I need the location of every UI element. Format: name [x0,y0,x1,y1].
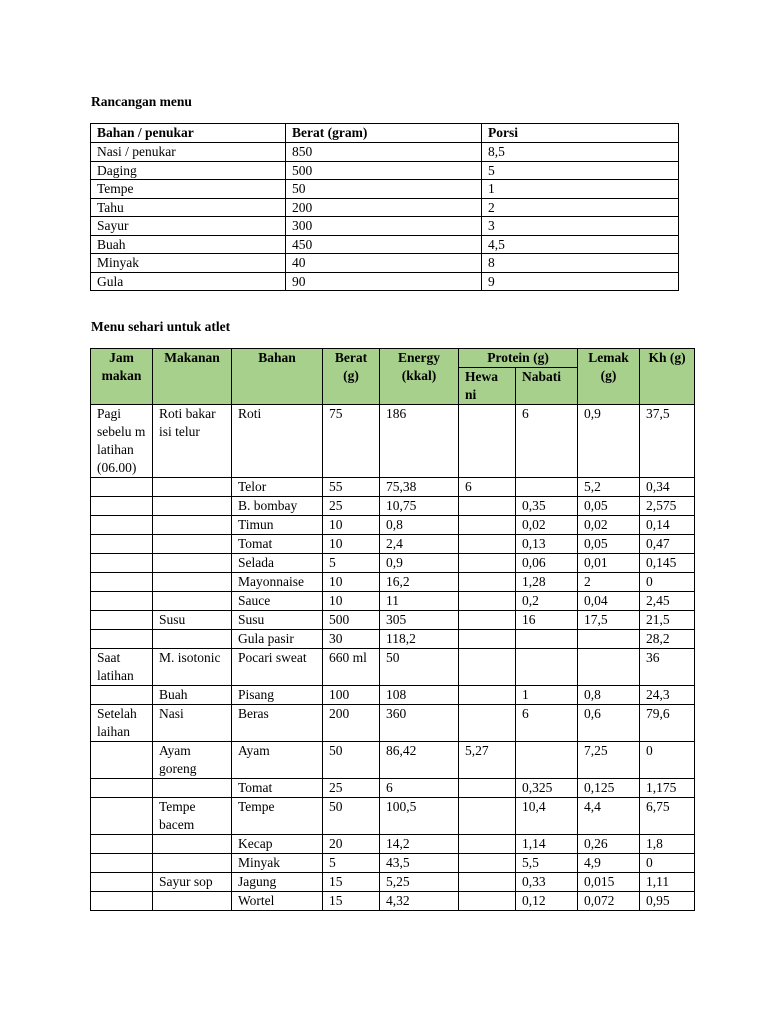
table-row [91,573,695,592]
table-cell: 0,072 [578,892,640,911]
table-cell: 0,47 [640,535,695,554]
table-cell: Buah [153,686,232,705]
section-title-rancangan: Rancangan menu [91,94,192,109]
table-cell [459,835,516,854]
table-cell [459,535,516,554]
table-cell [459,592,516,611]
rancangan-menu-table [90,123,679,291]
table-row [91,835,695,854]
header-lemak: Lemak (g) [578,349,640,405]
table-cell: 37,5 [640,405,695,478]
table-cell: 0,14 [640,516,695,535]
table-cell: Susu [153,611,232,630]
table-cell [91,611,153,630]
table-cell: 25 [323,779,380,798]
table-cell: 0,33 [516,873,578,892]
table-cell: 2 [578,573,640,592]
table-row [91,143,679,162]
table-cell: 1,175 [640,779,695,798]
table-cell: 0,13 [516,535,578,554]
table-row [91,742,695,779]
table-cell: 43,5 [380,854,459,873]
table-cell: 16 [516,611,578,630]
table-cell: 0,05 [578,535,640,554]
table-cell [91,686,153,705]
table-cell: 86,42 [380,742,459,779]
table-cell [153,497,232,516]
table-cell [459,798,516,835]
table-cell: 21,5 [640,611,695,630]
table-cell: 0 [640,573,695,592]
table-cell: Selada [232,554,323,573]
table-cell: 0,95 [640,892,695,911]
table-cell: 10 [323,516,380,535]
table-cell: 4,4 [578,798,640,835]
table-cell: 0,8 [578,686,640,705]
table-cell: 75 [323,405,380,478]
table-cell: 5,25 [380,873,459,892]
table-cell [459,873,516,892]
table-cell: Telor [232,478,323,497]
header-makanan: Makanan [153,349,232,405]
table-cell: 1,14 [516,835,578,854]
table-cell: 36 [640,649,695,686]
table-row [91,854,695,873]
table-row [91,873,695,892]
table-cell: 305 [380,611,459,630]
table-row [91,161,679,180]
table-cell: 0,325 [516,779,578,798]
menu-sehari-table [90,348,695,911]
table-cell: Tomat [232,779,323,798]
table-cell [459,705,516,742]
header-hewani: Hewa ni [459,368,516,405]
table-cell: 15 [323,892,380,911]
table-row [91,779,695,798]
table-cell [459,892,516,911]
header-jam-makan: Jam makan [91,349,153,405]
table-row [91,272,679,291]
header-kh: Kh (g) [640,349,695,405]
table-cell [516,478,578,497]
table-cell: Mayonnaise [232,573,323,592]
table-cell: 500 [323,611,380,630]
table-cell: 50 [323,742,380,779]
table-cell [459,854,516,873]
table-cell [459,405,516,478]
table-cell: 0,9 [578,405,640,478]
table-cell: 5 [323,854,380,873]
table-cell: 11 [380,592,459,611]
table-cell: Pagi sebelu m latihan (06.00) [91,405,153,478]
table-cell: Nasi [153,705,232,742]
table-cell: 0,35 [516,497,578,516]
table-cell: 6 [459,478,516,497]
table-cell: 90 [286,272,482,291]
table-cell: 118,2 [380,630,459,649]
table-cell [459,630,516,649]
table-cell: 200 [286,198,482,217]
table-cell: 100 [323,686,380,705]
table-cell: Tempe bacem [153,798,232,835]
table-cell: 200 [323,705,380,742]
table-cell: 450 [286,235,482,254]
table-cell: 0,34 [640,478,695,497]
table-row [91,198,679,217]
table-cell [153,573,232,592]
table-header-row [91,349,695,368]
table-cell [153,854,232,873]
table-cell: 0,12 [516,892,578,911]
table-cell: 6,75 [640,798,695,835]
table-cell: 4,5 [482,235,679,254]
table-cell [153,835,232,854]
table-cell: 2,4 [380,535,459,554]
table-cell [459,554,516,573]
table-cell [459,573,516,592]
table-cell [91,535,153,554]
table-row [91,217,679,236]
table-cell [91,798,153,835]
header-berat: Berat (g) [323,349,380,405]
table-cell [459,497,516,516]
table-cell: 300 [286,217,482,236]
table-row [91,649,695,686]
table-cell [516,742,578,779]
table-cell [459,516,516,535]
table-cell [91,742,153,779]
table-row [91,592,695,611]
table-row [91,705,695,742]
table-cell: 55 [323,478,380,497]
table-cell: 50 [286,180,482,199]
table-cell: 6 [380,779,459,798]
header-bahan: Bahan / penukar [91,124,286,143]
table-cell: 0 [640,854,695,873]
table-cell [91,554,153,573]
table-cell: 75,38 [380,478,459,497]
table-cell: 0,6 [578,705,640,742]
table-cell: Sayur sop [153,873,232,892]
table-cell: Gula [91,272,286,291]
table-cell [459,686,516,705]
table-cell: Jagung [232,873,323,892]
table-cell: 0,05 [578,497,640,516]
table-cell: 25 [323,497,380,516]
table-cell: 0,02 [578,516,640,535]
table-cell: 1,11 [640,873,695,892]
table-cell [459,649,516,686]
table-cell: Tempe [91,180,286,199]
table-cell: Sauce [232,592,323,611]
table-cell: 15 [323,873,380,892]
table-cell: 2,575 [640,497,695,516]
header-berat: Berat (gram) [286,124,482,143]
table-row [91,535,695,554]
table-cell: 16,2 [380,573,459,592]
table-cell: 8 [482,254,679,273]
table-row [91,516,695,535]
table-cell [578,630,640,649]
table-cell: 186 [380,405,459,478]
table-cell [91,573,153,592]
table-row [91,235,679,254]
table-cell: 0,06 [516,554,578,573]
table-cell: 2,45 [640,592,695,611]
table-cell [153,535,232,554]
table-cell [91,592,153,611]
table-cell: Susu [232,611,323,630]
table-cell: Tempe [232,798,323,835]
table-cell: 0,01 [578,554,640,573]
table-row [91,254,679,273]
table-cell: Gula pasir [232,630,323,649]
table-cell [516,630,578,649]
table-row [91,686,695,705]
table-cell: 360 [380,705,459,742]
table-cell: 1,28 [516,573,578,592]
header-bahan: Bahan [232,349,323,405]
table-cell: Pocari sweat [232,649,323,686]
table-cell: Wortel [232,892,323,911]
table-cell: 0,125 [578,779,640,798]
section-title-menu-sehari: Menu sehari untuk atlet [91,319,231,334]
table-cell: Roti bakar isi telur [153,405,232,478]
table-cell: 0 [640,742,695,779]
table-cell [91,497,153,516]
table-cell: M. isotonic [153,649,232,686]
table-cell: 10 [323,573,380,592]
table-cell [91,630,153,649]
table-cell: 5,5 [516,854,578,873]
table-row [91,497,695,516]
table-cell: 10 [323,592,380,611]
table-cell [91,854,153,873]
table-row [91,405,695,478]
table-cell: Saat latihan [91,649,153,686]
table-cell: Minyak [232,854,323,873]
table-cell: 50 [380,649,459,686]
table-cell: Daging [91,161,286,180]
table-cell: Minyak [91,254,286,273]
table-cell: 7,25 [578,742,640,779]
table-cell: 0,26 [578,835,640,854]
table-cell [516,649,578,686]
table-cell: 24,3 [640,686,695,705]
table-cell: 79,6 [640,705,695,742]
table-cell: 0,2 [516,592,578,611]
table-row [91,630,695,649]
table-cell: Nasi / penukar [91,143,286,162]
table-cell: Roti [232,405,323,478]
table-cell [153,516,232,535]
table-cell: 10,75 [380,497,459,516]
table-cell [91,892,153,911]
table-cell: Ayam goreng [153,742,232,779]
table-cell: Tomat [232,535,323,554]
table-cell [578,649,640,686]
table-cell: 17,5 [578,611,640,630]
table-cell: 0,015 [578,873,640,892]
header-porsi: Porsi [482,124,679,143]
table-cell: 1 [516,686,578,705]
table-cell: 0,04 [578,592,640,611]
table-cell: Sayur [91,217,286,236]
table-cell: 850 [286,143,482,162]
table-cell: 9 [482,272,679,291]
table-cell [459,779,516,798]
table-cell: Buah [91,235,286,254]
table-cell: Timun [232,516,323,535]
table-cell: 0,02 [516,516,578,535]
table-cell: 2 [482,198,679,217]
table-cell: 14,2 [380,835,459,854]
table-cell: Kecap [232,835,323,854]
table-cell: Pisang [232,686,323,705]
table-cell: Beras [232,705,323,742]
table-cell: B. bombay [232,497,323,516]
table-cell [153,592,232,611]
table-cell: Ayam [232,742,323,779]
table-cell: 4,9 [578,854,640,873]
table-cell: 500 [286,161,482,180]
table-cell [153,554,232,573]
table-cell: 10 [323,535,380,554]
table-cell: Setelah laihan [91,705,153,742]
table-row [91,611,695,630]
table-row [91,892,695,911]
table-cell [153,892,232,911]
table-cell: 1,8 [640,835,695,854]
header-energy: Energy (kkal) [380,349,459,405]
table-cell: 50 [323,798,380,835]
table-cell: 100,5 [380,798,459,835]
table-cell [91,779,153,798]
table-cell [91,873,153,892]
table-cell: 3 [482,217,679,236]
table-cell: 28,2 [640,630,695,649]
table-cell [153,630,232,649]
table-cell: 108 [380,686,459,705]
table-cell: 20 [323,835,380,854]
table-row [91,554,695,573]
table-cell [153,779,232,798]
table-cell: Tahu [91,198,286,217]
table-cell: 5,27 [459,742,516,779]
table-cell [91,835,153,854]
table-cell: 4,32 [380,892,459,911]
table-cell: 5 [323,554,380,573]
table-cell: 1 [482,180,679,199]
table-cell: 660 ml [323,649,380,686]
table-cell [153,478,232,497]
table-cell: 0,8 [380,516,459,535]
table-cell: 5,2 [578,478,640,497]
table-row [91,798,695,835]
table-cell [459,611,516,630]
table-cell: 5 [482,161,679,180]
table-cell: 40 [286,254,482,273]
table-cell: 30 [323,630,380,649]
table-cell: 6 [516,705,578,742]
table-cell [91,516,153,535]
table-header-row [91,124,679,143]
table-cell [91,478,153,497]
table-row [91,180,679,199]
table-cell: 6 [516,405,578,478]
header-protein: Protein (g) [459,349,578,368]
table-cell: 0,145 [640,554,695,573]
header-nabati: Nabati [516,368,578,405]
table-cell: 8,5 [482,143,679,162]
table-cell: 0,9 [380,554,459,573]
table-row [91,478,695,497]
table-cell: 10,4 [516,798,578,835]
